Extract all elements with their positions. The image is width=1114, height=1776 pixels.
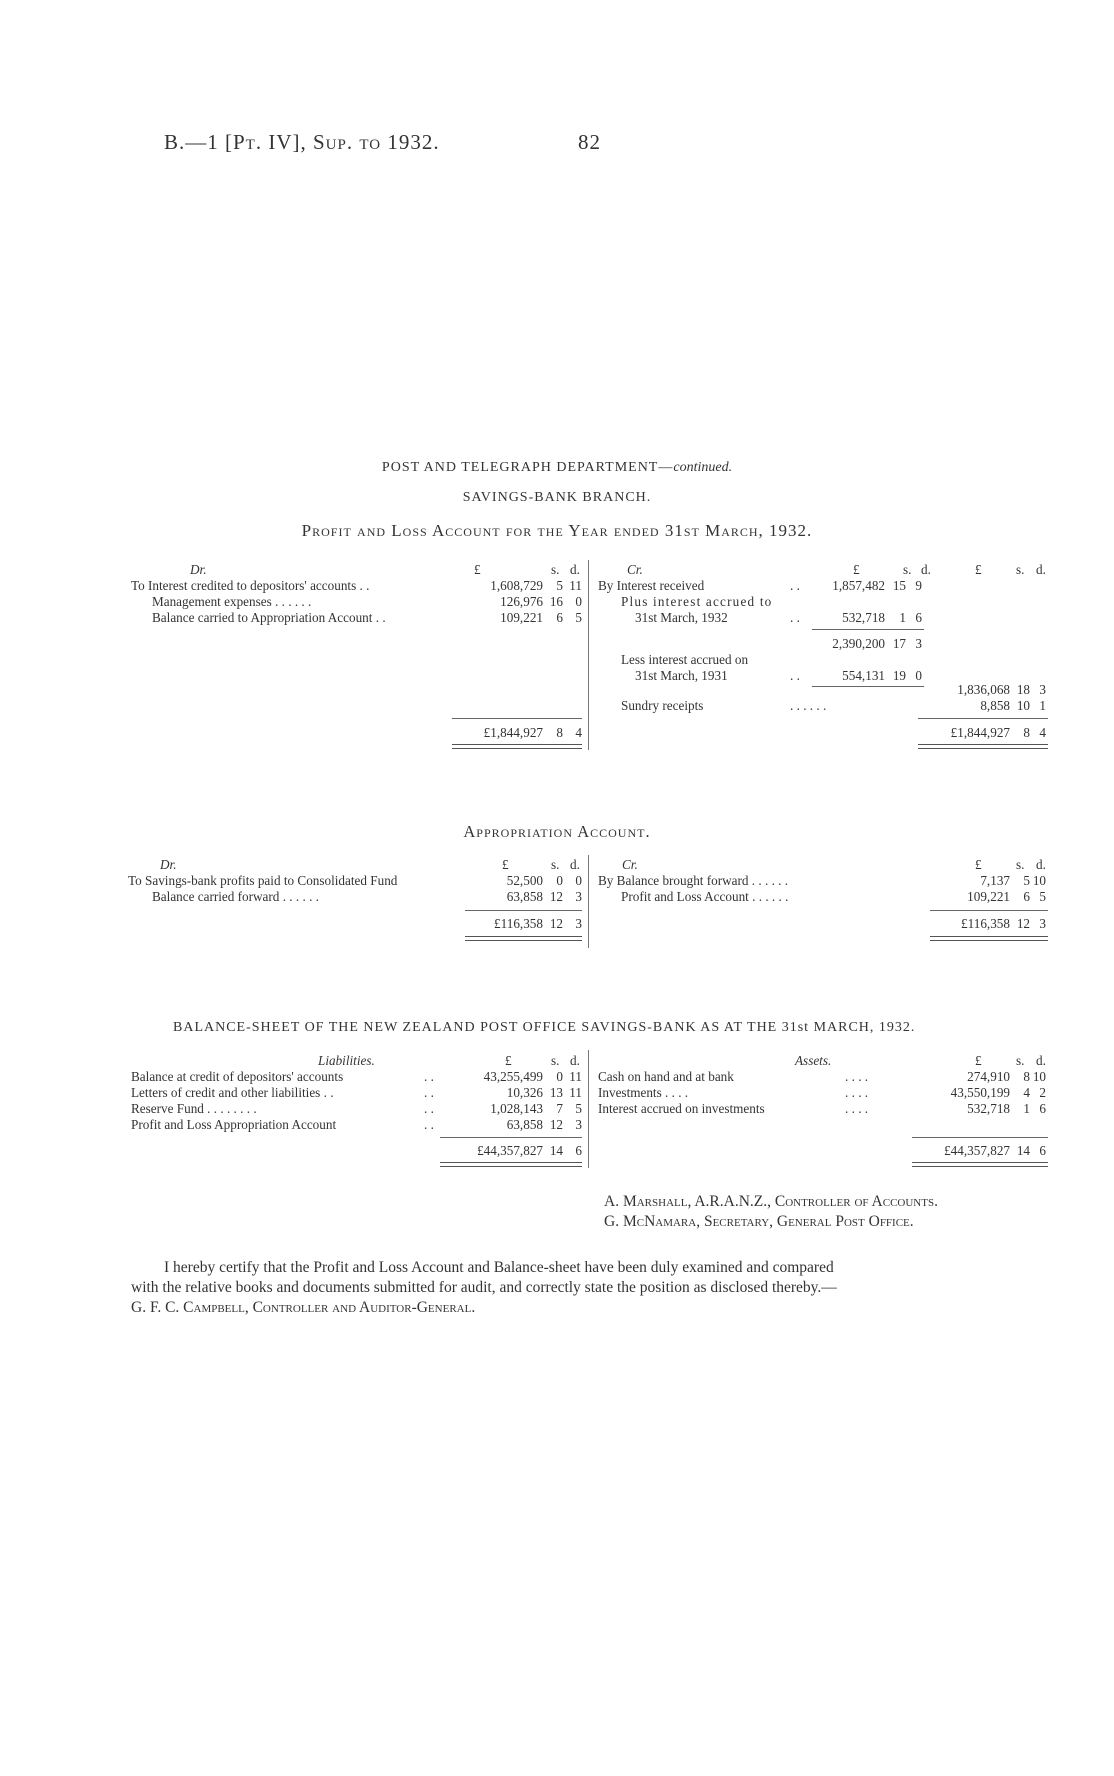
liab-row-label: Profit and Loss Appropriation Account: [131, 1117, 337, 1132]
liab-double-rule: [440, 1162, 582, 1167]
pl-cr-s-head-2: s.: [1016, 562, 1025, 577]
certificate-line-2: with the relative books and documents submitted for audit, and correctly state the position as disclosed thereby.—: [131, 1279, 837, 1296]
liab-row-s: 12: [549, 1117, 563, 1132]
approp-cr-row-label: Profit and Loss Account . . . . . .: [621, 889, 789, 904]
approp-dr-row-s: 12: [549, 889, 563, 904]
pl-dr-row-pounds: 109,221: [500, 610, 543, 625]
pl-cr-row-label: 31st March, 1932: [635, 610, 728, 625]
liab-row-s: 0: [556, 1069, 563, 1084]
liab-row-dots: . .: [424, 1101, 434, 1116]
approp-dr-pound-head: £: [502, 857, 509, 872]
approp-dr-row-label: Balance carried forward . . . . . .: [152, 889, 319, 904]
asset-row-dots: . . . .: [845, 1069, 869, 1084]
asset-row-label: Cash on hand and at bank: [598, 1069, 734, 1084]
asset-row-d: 2: [1039, 1085, 1046, 1100]
pl-dr-total-s: 8: [556, 725, 563, 740]
asset-row-pounds: 274,910: [967, 1069, 1010, 1084]
balance-sheet-heading: BALANCE-SHEET OF THE NEW ZEALAND POST OFFICE SAVINGS-BANK AS AT THE 31st MARCH, 1932.: [173, 1020, 916, 1035]
approp-cr-s-head: s.: [1016, 857, 1025, 872]
pl-cr-less-line2: 31st March, 1931: [635, 668, 728, 683]
approp-divider: [588, 855, 589, 948]
pl-dr-row-s: 16: [549, 594, 563, 609]
liab-row-d: 11: [569, 1085, 582, 1100]
liab-row-label: Balance at credit of depositors' accounts: [131, 1069, 344, 1084]
asset-row-label: Interest accrued on investments: [598, 1101, 765, 1116]
approp-cr-pound-head: £: [975, 857, 982, 872]
pl-dr-total-pounds: £1,844,927: [483, 725, 543, 740]
approp-cr-row-pounds: 7,137: [980, 873, 1010, 888]
approp-dr-label: Dr.: [160, 857, 177, 872]
asset-row-d: 6: [1039, 1101, 1046, 1116]
pl-cr-row-pounds: 532,718: [842, 610, 885, 625]
asset-row-dots: . . . .: [845, 1085, 869, 1100]
pl-cr-sundry-s: 10: [1016, 698, 1030, 713]
pl-cr-d-head-2: d.: [1036, 562, 1046, 577]
asset-s-head: s.: [1016, 1053, 1025, 1068]
pl-cr-less-s: 19: [892, 668, 906, 683]
pl-cr-row-d: 6: [915, 610, 922, 625]
branch-title: SAVINGS-BANK BRANCH.: [462, 490, 652, 505]
appropriation-heading: Appropriation Account.: [463, 822, 651, 841]
approp-cr-row-s: 6: [1023, 889, 1030, 904]
approp-cr-d-head: d.: [1036, 857, 1046, 872]
liab-row-s: 13: [549, 1085, 563, 1100]
asset-total-rule: [912, 1137, 1048, 1138]
pl-cr-row-label: Plus interest accrued to: [621, 594, 773, 609]
profit-loss-heading: Profit and Loss Account for the Year ended 31st March, 1932.: [301, 521, 813, 540]
asset-row-s: 8: [1023, 1069, 1030, 1084]
liab-row-label: Reserve Fund . . . . . . . .: [131, 1101, 257, 1116]
pl-cr-subtotal-d: 3: [915, 636, 922, 651]
balance-divider: [588, 1050, 589, 1168]
pl-dr-total-d: 4: [575, 725, 582, 740]
pl-cr-net-rule: [812, 686, 924, 687]
pl-cr-pound-head-2: £: [975, 562, 982, 577]
pl-dr-total-rule: [452, 718, 582, 719]
pl-dr-row-d: 5: [575, 610, 582, 625]
pl-dr-row-s: 5: [556, 578, 563, 593]
pl-dr-row-pounds: 1,608,729: [490, 578, 543, 593]
approp-cr-row-d: 5: [1039, 889, 1046, 904]
asset-total-d: 6: [1039, 1143, 1046, 1158]
asset-row-d: 10: [1032, 1069, 1046, 1084]
approp-cr-row-pounds: 109,221: [967, 889, 1010, 904]
approp-dr-row-label: To Savings-bank profits paid to Consolidated Fund: [128, 873, 398, 888]
pl-cr-row-d: 9: [915, 578, 922, 593]
asset-row-pounds: 532,718: [967, 1101, 1010, 1116]
page-number: 82: [578, 130, 601, 154]
pl-dr-row-label: To Interest credited to depositors' accounts . .: [131, 578, 370, 593]
pl-cr-net-d: 3: [1039, 682, 1046, 697]
liab-row-d: 3: [575, 1117, 582, 1132]
asset-row-label: Investments . . . .: [598, 1085, 689, 1100]
approp-dr-row-s: 0: [556, 873, 563, 888]
pl-divider: [588, 560, 589, 750]
pl-cr-row-s: 15: [892, 578, 906, 593]
pl-dr-s-head: s.: [551, 562, 560, 577]
asset-d-head: d.: [1036, 1053, 1046, 1068]
approp-dr-row-d: 3: [575, 889, 582, 904]
approp-cr-row-s: 5: [1023, 873, 1030, 888]
asset-total-pounds: £44,357,827: [944, 1143, 1010, 1158]
pl-dr-pound-head: £: [474, 562, 481, 577]
pl-cr-sundry-pounds: 8,858: [980, 698, 1010, 713]
pl-dr-label: Dr.: [190, 562, 207, 577]
liab-total-d: 6: [575, 1143, 582, 1158]
pl-cr-row-pounds: 1,857,482: [832, 578, 885, 593]
asset-row-pounds: 43,550,199: [950, 1085, 1010, 1100]
liab-total-s: 14: [549, 1143, 563, 1158]
pl-cr-row-dots: . .: [790, 610, 800, 625]
approp-cr-double-rule: [930, 936, 1048, 941]
asset-row-dots: . . . .: [845, 1101, 869, 1116]
asset-double-rule: [912, 1162, 1048, 1167]
pl-cr-subtotal-s: 17: [892, 636, 906, 651]
liab-pound-head: £: [505, 1053, 512, 1068]
liabilities-title: Liabilities.: [318, 1053, 375, 1068]
approp-dr-row-pounds: 63,858: [506, 889, 543, 904]
pl-dr-d-head: d.: [570, 562, 580, 577]
pl-cr-pound-head-1: £: [853, 562, 860, 577]
pl-cr-row-label: By Interest received: [598, 578, 705, 593]
liab-row-pounds: 63,858: [506, 1117, 543, 1132]
approp-cr-total-rule: [930, 910, 1048, 911]
pl-cr-row-s: 1: [899, 610, 906, 625]
approp-dr-row-d: 0: [575, 873, 582, 888]
approp-dr-total-pounds: £116,358: [494, 916, 543, 931]
approp-dr-total-rule: [465, 910, 582, 911]
pl-dr-double-rule: [452, 744, 582, 749]
asset-row-s: 1: [1023, 1101, 1030, 1116]
approp-cr-row-d: 10: [1032, 873, 1046, 888]
liab-total-rule: [440, 1137, 582, 1138]
liab-row-label: Letters of credit and other liabilities . .: [131, 1085, 334, 1100]
liab-row-dots: . .: [424, 1117, 434, 1132]
pl-cr-double-rule: [918, 744, 1048, 749]
liab-row-s: 7: [556, 1101, 563, 1116]
pl-cr-total-d: 4: [1039, 725, 1046, 740]
signature-secretary: G. McNamara, Secretary, General Post Office.: [604, 1213, 914, 1230]
pl-cr-row-dots: . .: [790, 578, 800, 593]
liab-row-pounds: 1,028,143: [490, 1101, 543, 1116]
approp-dr-total-s: 12: [549, 916, 563, 931]
pl-cr-less-pounds: 554,131: [842, 668, 885, 683]
pl-cr-s-head-1: s.: [903, 562, 912, 577]
pl-cr-less-dots: . .: [790, 668, 800, 683]
approp-dr-d-head: d.: [570, 857, 580, 872]
pl-cr-total-s: 8: [1023, 725, 1030, 740]
pl-cr-sundry-d: 1: [1039, 698, 1046, 713]
pl-cr-subtotal-rule: [812, 629, 924, 630]
approp-dr-row-pounds: 52,500: [506, 873, 543, 888]
liab-row-d: 5: [575, 1101, 582, 1116]
liab-row-pounds: 43,255,499: [483, 1069, 543, 1084]
pl-cr-d-head-1: d.: [921, 562, 931, 577]
department-title: POST AND TELEGRAPH DEPARTMENT—continued.: [381, 460, 733, 475]
approp-dr-s-head: s.: [551, 857, 560, 872]
asset-pound-head: £: [975, 1053, 982, 1068]
liab-row-dots: . .: [424, 1069, 434, 1084]
liab-d-head: d.: [570, 1053, 580, 1068]
approp-cr-total-d: 3: [1039, 916, 1046, 931]
pl-cr-sundry-dots: . . . . . .: [790, 698, 827, 713]
approp-cr-total-pounds: £116,358: [961, 916, 1010, 931]
pl-cr-label: Cr.: [627, 562, 643, 577]
liab-row-dots: . .: [424, 1085, 434, 1100]
pl-dr-row-label: Balance carried to Appropriation Account . .: [152, 610, 386, 625]
liab-row-d: 11: [569, 1069, 582, 1084]
approp-dr-total-d: 3: [575, 916, 582, 931]
pl-cr-net-s: 18: [1016, 682, 1030, 697]
approp-cr-row-label: By Balance brought forward . . . . . .: [598, 873, 789, 888]
pl-dr-row-pounds: 126,976: [500, 594, 543, 609]
asset-total-s: 14: [1016, 1143, 1030, 1158]
assets-title: Assets.: [795, 1053, 832, 1068]
pl-cr-net-pounds: 1,836,068: [957, 682, 1010, 697]
liab-s-head: s.: [551, 1053, 560, 1068]
asset-row-s: 4: [1023, 1085, 1030, 1100]
pl-cr-total-pounds: £1,844,927: [950, 725, 1010, 740]
approp-cr-label: Cr.: [622, 857, 638, 872]
certificate-line-3: G. F. C. Campbell, Controller and Auditor-General.: [131, 1299, 476, 1316]
liab-total-pounds: £44,357,827: [477, 1143, 543, 1158]
pl-dr-row-d: 11: [569, 578, 582, 593]
document-reference: B.—1 [Pt. IV], Sup. to 1932.: [164, 130, 440, 154]
certificate-line-1: I hereby certify that the Profit and Loss Account and Balance-sheet have been duly examined and compared: [164, 1259, 834, 1276]
approp-dr-double-rule: [465, 936, 582, 941]
signature-controller: A. Marshall, A.R.A.N.Z., Controller of Accounts.: [604, 1193, 938, 1210]
pl-cr-less-d: 0: [915, 668, 922, 683]
pl-cr-total-rule: [918, 718, 1048, 719]
pl-cr-less-line1: Less interest accrued on: [621, 652, 749, 667]
pl-cr-subtotal-pounds: 2,390,200: [832, 636, 885, 651]
pl-dr-row-d: 0: [575, 594, 582, 609]
liab-row-pounds: 10,326: [506, 1085, 543, 1100]
approp-cr-total-s: 12: [1016, 916, 1030, 931]
pl-cr-sundry-label: Sundry receipts: [621, 698, 704, 713]
pl-dr-row-label: Management expenses . . . . . .: [152, 594, 312, 609]
pl-dr-row-s: 6: [556, 610, 563, 625]
